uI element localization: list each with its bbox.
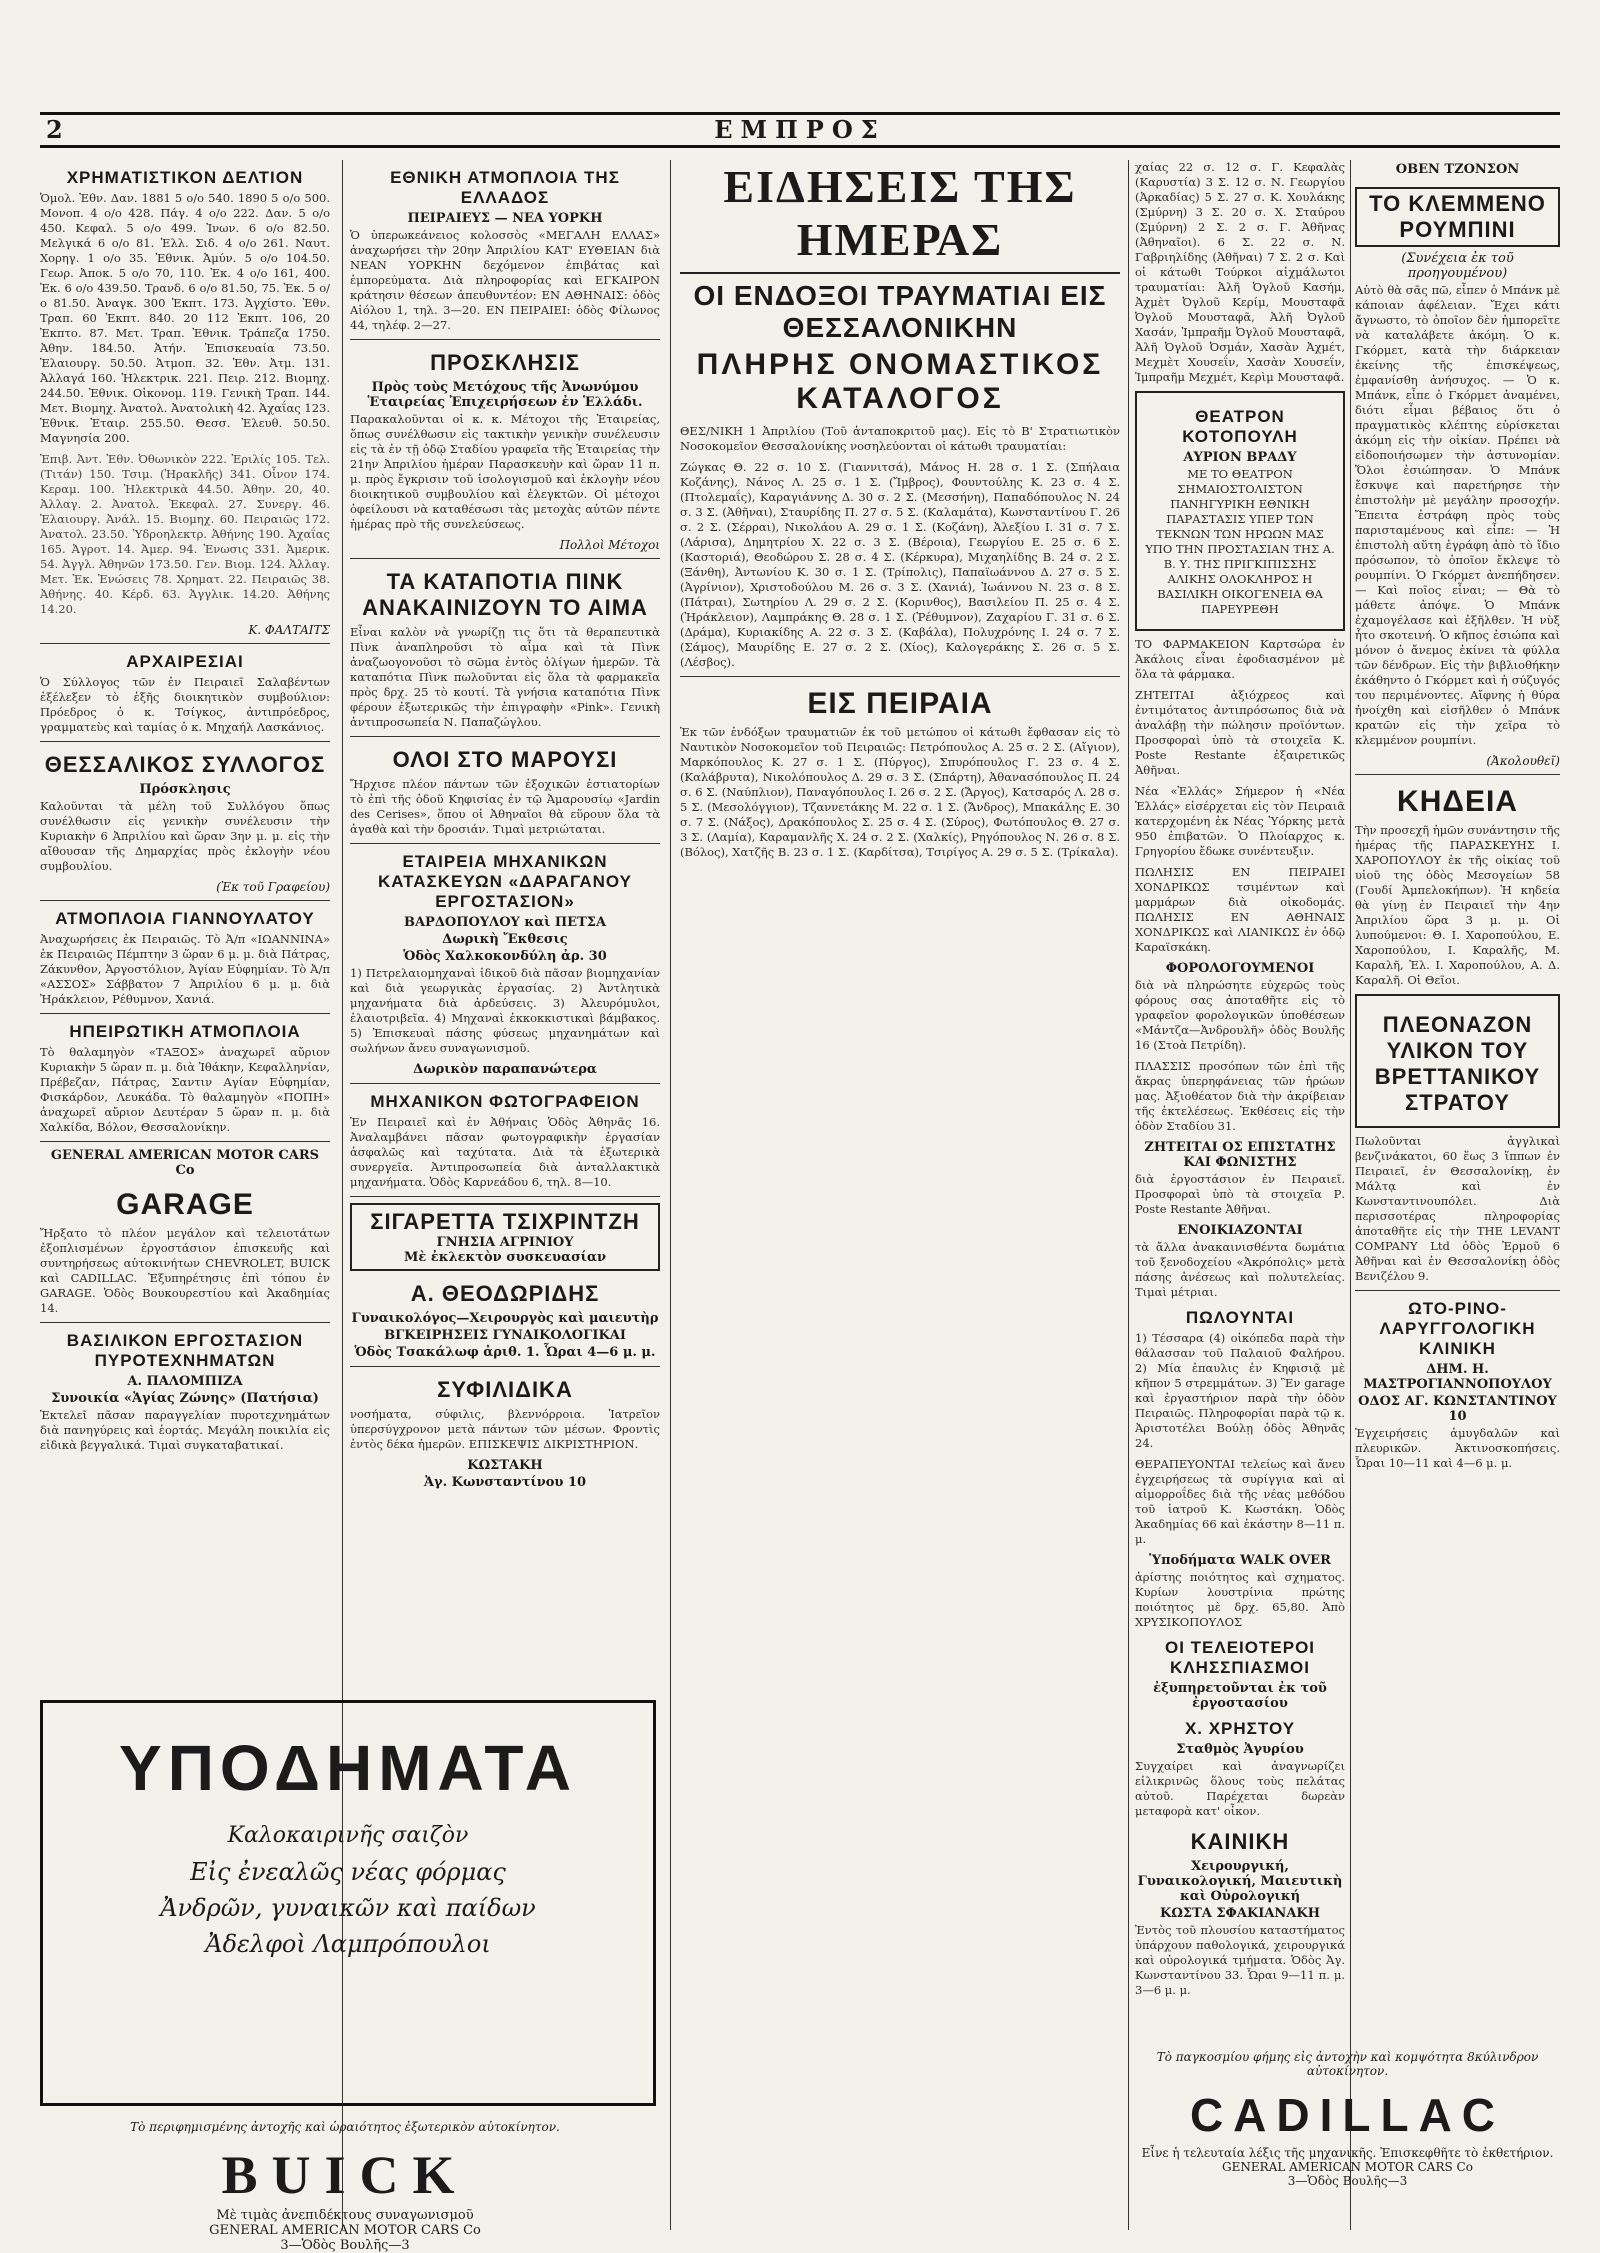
finance-text-2: Ἐπιβ. Ἀντ. Ἐθν. Ὀθωνικὸν 222. Ἐριλίς 105. Τελ. (Τιτάν) 150. Τσιμ. (Ἡρακλῆς) 341. Οἶνον 174. Κεραμ. 100. Ἡλεκτρικὰ 44.50. Ἀθην. 20, 40. Ἀλλαγ. 2. Ἀνατολ. Ἐκεφαλ. 27. Συνεργ. 46. Ἐλαιουργ. Ἀνάλ. 15. Βιομηχ. 60. Πειραιῶς 172. Ἀνατολ. 23.50. Ὑδροηλεκτρ. Ἀθήνης 190. Ἀχαΐας 165. Ἀγροτ. 14. Ἀμερ. 94. Ἐνωσις 331. Ἀμερικ. 54. Ἀγγλ. Ἀθηνῶν 173.50. Γεν. Βιομ. 124. Ἀλλαγ. Μετ. Ἐκ. Ἐνώσεις 78. Χρηματ. 22. Πειραιῶς 38. Ἀθήνης. 40. Κέρδ. 63. Ἀγγλικ. 14.20. Ἀθήνης 14.20.	[40, 452, 330, 616]
engineering-subtitle: Δωρικὴ Ἔκθεσις	[442, 932, 568, 947]
tax-text: διὰ νὰ πληρώσητε εὐχερῶς τοὺς φόρους σας ἀποταθῆτε εἰς τὸ γραφεῖον φορολογικῶν ὑποθέσεων «Μάντζα—Ἀνδρουλῆ» ὁδὸς Βουλῆς 16 (Στοὰ Πετρίδη).	[1135, 978, 1345, 1052]
cadillac-ad-line-4: 3—Ὁδὸς Βουλῆς—3	[1287, 2174, 1408, 2188]
divider	[350, 558, 660, 559]
shoe-title: Ὑποδήματα WALK OVER	[1149, 1553, 1331, 1568]
divider	[680, 676, 1120, 677]
club-title: ΘΕΣΣΑΛΙΚΟΣ ΣΥΛΛΟΓΟΣ	[44, 752, 326, 777]
rent-text: τὰ ἄλλα ἀνακαινισθέντα δωμάτια τοῦ ξενοδοχείου «Ἀκρόπολις» μετὰ πάσης ἀνέσεως καὶ πολυτελείας. Τιμαὶ μέτριαι.	[1135, 1240, 1345, 1299]
clinic-subtitle: Χειρουργική, Γυναικολογική, Μαιευτικὴ καὶ Οὐρολογική	[1137, 1859, 1343, 1904]
funeral-text: Τὴν προσεχῆ ἡμῶν συνάντησιν τῆς ἡμέρας τῆς ΠΑΡΑΣΚΕΥΗΣ Ι. ΧΑΡΟΠΟΥΛΟΥ ἐκ τῆς οἰκίας τοῦ υἱοῦ της ὁδὸς Μεσογείων 58 (Γουδί Ἀμπελοκήπων). Ἡ κηδεία θὰ γίνῃ ἐν Πειραιεῖ τὴν 4ην Ἀπριλίου ὥρα 3 μ. μ. Οἱ λυπούμενοι: Θ. Ι. Χαροπούλου, Ε. Χαροπούλου, Ι. Καραλῆς, Μ. Καραλῆ, Ἑλ. Ι. Χαροπούλου, Α. Δ. Καραλῆ. Οἱ Θεῖοι.	[1355, 823, 1560, 987]
archives-title: ΑΡΧΑΙΡΕΣΙΑΙ	[126, 652, 244, 671]
surplus-title: ΠΛΕΟΝΑΖΟΝ ΥΛΙΚΟΝ ΤΟΥ ΒΡΕΤΤΑΝΙΚΟΥ ΣΤΡΑΤΟΥ	[1374, 1012, 1541, 1115]
shoes-ad-line-2: Καλοκαιρινῆς σαιζὸν	[227, 1823, 469, 1848]
news-lead: ΘΕΣ/ΝΙΚΗ 1 Ἀπριλίου (Τοῦ ἀνταποκριτοῦ μας). Εἰς τὸ Β' Στρατιωτικὸν Νοσοκομεῖον Θεσσαλονίκης νοσηλεύονται οἱ κάτωθι τραυματίαι:	[680, 424, 1120, 453]
page-number: 2	[46, 115, 63, 144]
fireworks-subtitle: Συνοικία «Ἁγίας Ζώνης» (Πατήσια)	[51, 1391, 319, 1406]
buick-ad-name: BUICK	[221, 2145, 469, 2205]
pink-pills-title: ΤΑ ΚΑΤΑΠΟΤΙΑ ΠΙΝΚ ΑΝΑΚΑΙΝΙΖΟΥΝ ΤΟ ΑΙΜΑ	[362, 569, 648, 620]
pharmacy-text: ΤΟ ΦΑΡΜΑΚΕΙΟΝ Καρτσώρα ἐν Ἀκάλοις εἶναι ἐφοδιασμένον μὲ ὅλα τὰ φάρμακα.	[1135, 637, 1345, 681]
cigarette-subtitle: ΓΝΗΣΙΑ ΑΓΡΙΝΙΟΥ	[436, 1235, 574, 1250]
engineering-address: Ὁδὸς Χαλκοκονδύλη ἀρ. 30	[403, 949, 607, 964]
sale-title: ΠΩΛΟΥΝΤΑΙ	[1185, 1308, 1295, 1327]
ship1-text: Ἀναχωρήσεις ἐκ Πειραιῶς. Τὸ Ἀ/π «ΙΩΑΝΝΙΝΑ» ἐκ Πειραιῶς Πέμπτην 3 ὥραν 6 μ. μ. διὰ Πάτρας, Ζάκυνθον, Ἀργοστόλιον, Ἀγίαν Εὐφημίαν. Τὸ Ἀ/π «ΑΣΣΟΣ» Σάββατον 7 Ἀπριλίου 6 μ. μ. διὰ Ἠράκλειον, Ρέθυμνον, Χανιά.	[40, 932, 330, 1006]
clinic-title: ΚΑΙΝΙΚΗ	[1190, 1829, 1290, 1854]
doctor2-address: Ἀγ. Κωνσταντίνου 10	[423, 1475, 587, 1490]
shoes-ad	[40, 1700, 656, 2106]
wreath-text: Συγχαίρει καὶ ἀναγνωρίζει εἰλικρινῶς ὅλους τοὺς πελάτας αὐτοῦ. Παρέχεται δωρεὰν μεταφορὰ κατ' οἶκον.	[1135, 1759, 1345, 1818]
buick-ad-line-4: 3—Ὁδὸς Βουλῆς—3	[280, 2238, 410, 2253]
cigarette-ad	[350, 1203, 660, 1271]
shoes-ad-line-5: Ἀδελφοὶ Λαμπρόπουλοι	[205, 1930, 491, 1958]
invitation-title: ΠΡΟΣΚΛΗΣΙΣ	[430, 350, 580, 375]
finance-title: ΧΡΗΜΑΤΙΣΤΙΚΟΝ ΔΕΛΤΙΟΝ	[66, 168, 304, 187]
piraeus-title: ΕΙΣ ΠΕΙΡΑΙΑ	[807, 687, 993, 720]
ads-text: ΠΩΛΗΣΙΣ ΕΝ ΠΕΙΡΑΙΕΙ ΧΟΝΔΡΙΚΩΣ τσιμέντων καὶ μαρμάρων διὰ οἰκοδομάς. ΠΩΛΗΣΙΣ ΕΝ ΑΘΗΝΑΙΣ ΧΟΝΔΡΙΚΩΣ καὶ ΛΙΑΝΙΚΩΣ ἐν ὁδῷ Καραϊσκάκη.	[1135, 865, 1345, 954]
divider	[40, 1013, 330, 1014]
doctor1-specialty: Γυναικολόγος—Χειρουργὸς καὶ μαιευτὴρ	[351, 1311, 659, 1326]
shoe-text: ἀρίστης ποιότητος καὶ σχηματος. Κυρίων λουστρίνια πρώτης ποιότητος μὲ δρχ. 65,80. Ἁπὸ ΧΡΥΣΙΚΟΠΟΥΛΟΣ	[1135, 1570, 1345, 1629]
ship2-text: Τὸ θαλαμηγὸν «ΤΑΞΟΣ» ἀναχωρεῖ αὔριον Κυριακὴν 5 ὥραν π. μ. διὰ Ἰθάκην, Κεφαλληνίαν, Πρέβεζαν, Πάτρας, Σαντιν Αγίαν Εὐφημίαν, Φισκάρδον, Λευκάδα. Τὸ θαλαμηγὸν «ΠΟΠΗ» ἀναχωρεῖ αὔριον Δευτέραν 5 ὥραν π. μ. διὰ Χαλκίδα, Βόλον, Θεσσαλονίκην.	[40, 1045, 330, 1134]
story-column-title: ΟΒΕΝ ΤΖΟΝΣΟΝ	[1395, 162, 1520, 177]
cigarette-title: ΣΙΓΑΡΕΤΤΑ ΤΣΙΧΡΙΝΤΖΗ	[370, 1209, 640, 1234]
theater-subtitle: ΑΥΡΙΟΝ ΒΡΑΔΥ	[1183, 450, 1297, 465]
national-shipping-text: Ὁ ὑπερωκεάνειος κολοσσὸς «ΜΕΓΑΛΗ ΕΛΛΑΣ» ἀναχωρήσει τὴν 20ην Ἀπριλίου ΚΑΤ' ΕΥΘΕΙΑΝ διὰ ΝΕΑΝ ΥΟΡΚΗΝ δεχόμενον ἐπιβάτας καὶ ἐμπορεύματα. Διὰ πληροφορίας καὶ ΕΓΚΑΙΡΟΝ κράτησιν θέσεων ἀπευθυντέον: ΕΝ ΑΘΗΝΑΙΣ: ὁδὸς Αἰόλου 1, τηλ. 3—20. ΕΝ ΠΕΙΡΑΙΕΙ: ὁδὸς Φίλωνος 44, τηλέφ. 2—27.	[350, 228, 660, 332]
doctor1-address: Ὁδὸς Τσακάλωφ ἀριθ. 1. Ὧραι 4—6 μ. μ.	[354, 1345, 656, 1360]
engineering-owner: ΒΑΡΔΟΠΟΥΛΟΥ καὶ ΠΕΤΣΑ	[403, 915, 607, 930]
cigarette-subtitle-2: Μὲ ἐκλεκτὸν συσκευασίαν	[404, 1250, 606, 1265]
column-5	[1355, 160, 1560, 2040]
paper-name: ΕΜΠΡΟΣ	[714, 115, 886, 144]
garage-text: Ἤρξατο τὸ πλέον μεγάλον καὶ τελειοτάτων ἐξοπλισμένων ἐργοστάσιον ἐπισκευῆς καὶ συντηρήσεως αὐτοκινήτων CHEVROLET, BUICK καὶ CADILLAC. Ἐξυπηρέτησις ἐπὶ τόπου ἐν GARAGE. Ὁδὸς Βουκουρεστίου καὶ Ἀκαδημίας 14.	[40, 1226, 330, 1315]
column-3	[680, 160, 1120, 2230]
divider	[40, 741, 330, 742]
divider	[350, 736, 660, 737]
newspaper-page	[40, 60, 1560, 2253]
garage-title: GARAGE	[116, 1188, 254, 1221]
ship1-title: ΑΤΜΟΠΛΟΙΑ ΓΙΑΝΝΟΥΛΑΤΟΥ	[55, 909, 315, 928]
news-list: Ζώγκας Θ. 22 σ. 10 Σ. (Γιαννιτσά), Μάνος Η. 28 σ. 1 Σ. (Σπήλαια Κοζάνης), Νάνος Λ. 25 σ. 1 Σ. (Ἴμβρος), Φουντούλης Κ. 23 σ. 4 Σ. (Πτολεμαΐς), Καραγιάννης Δ. 30 σ. 2 Σ. (Μεσσήνη), Παπαδόπουλος Ν. 24 σ. 3 Σ. (Ἀθῆναι), Σταυρίδης Π. 27 σ. 5 Σ. (Καλαμάτα), Κωνσταντίνου Γ. 26 σ. 2 Σ. (Σέρραι), Νικολάου Α. 29 σ. 1 Σ. (Κοζάνη), Ἀλεξίου Ι. 31 σ. 7 Σ. (Λάρισα), Δημητρίου Χ. 22 σ. 3 Σ. (Βέροια), Γεωργίου Ε. 25 σ. 6 Σ. (Καστοριά), Θεοδώρου Σ. 28 σ. 4 Σ. (Κέρκυρα), Μιχαηλίδης Β. 24 σ. 2 Σ. (Ξάνθη), Ἀντωνίου Κ. 30 σ. 1 Σ. (Τρίπολις), Παπαϊωάννου Δ. 27 σ. 5 Σ. (Ἀγρίνιον), Χριστοδούλου Μ. 26 σ. 3 Σ. (Χανιά), Ἰωάννου Ν. 23 σ. 8 Σ. (Πάτραι), Σωτηρίου Λ. 29 σ. 2 Σ. (Κορινθος), Βασιλείου Π. 25 σ. 4 Σ. (Ἠράκλειον), Λαμπράκης Θ. 28 σ. 1 Σ. (Ῥέθυμνον), Ζαχαρίου Γ. 31 σ. 6 Σ. (Δράμα), Κυριακίδης Α. 22 σ. 3 Σ. (Καβάλα), Πολυχρόνης Ι. 24 σ. 7 Σ. (Σάμος), Μαυρίδης Ε. 27 σ. 2 Σ. (Χίος), Καλογεράκης Σ. 26 σ. 5 Σ. (Λέσβος).	[680, 460, 1120, 669]
rent-title: ΕΝΟΙΚΙΑΖΟΝΤΑΙ	[1177, 1223, 1303, 1238]
clinic-name: ΚΩΣΤΑ ΣΦΑΚΙΑΝΑΚΗ	[1160, 1906, 1320, 1921]
pink-pills-text: Εἶναι καλὸν νὰ γνωρίζῃ τις ὅτι τὰ θεραπευτικὰ Πὶνκ ἀναπληροῦσι τὸ αἷμα καὶ τὰ Πὶνκ ἀναζωογονοῦσι τὸ σῶμα ἐντὸς ὀλίγων ἡμερῶν. Τὰ καταπότια Πὶνκ πωλοῦνται εἰς ὅλα τὰ φαρμακεῖα πρὸς δρχ. 25 τὸ κουτί. Τὰ γνήσια καταπότια Πὶνκ φέρουν ἐξωτερικῶς τὴν ἐπιγραφὴν «Pink». Γενικὴ ἀντιπροσωπεία Ν. Παπαζώγλου.	[350, 625, 660, 729]
news-headline-2: ΠΛΗΡΗΣ ΟΝΟΜΑΣΤΙΚΟΣ ΚΑΤΑΛΟΓΟΣ	[696, 348, 1104, 415]
cadillac-ad-name: CADILLAC	[1189, 2089, 1506, 2141]
theater-title: ΘΕΑΤΡΟΝ ΚΟΤΟΠΟΥΛΗ	[1182, 407, 1298, 446]
club-signature: (Ἐκ τοῦ Γραφείου)	[216, 880, 330, 894]
news-headline: ΟΙ ΕΝΔΟΞΟΙ ΤΡΑΥΜΑΤΙΑΙ ΕΙΣ ΘΕΣΣΑΛΟΝΙΚΗΝ	[693, 280, 1107, 343]
cadillac-ad-line-3: GENERAL AMERICAN MOTOR CARS Co	[1222, 2160, 1473, 2174]
marousi-text: Ἤρχισε πλέον πάντων τῶν ἐξοχικῶν ἐστιατορίων τὸ ἐπὶ τῆς ὁδοῦ Κηφισίας ἐν τῷ Ἀμαρουσίῳ «Jardin des Cerises», ὅπου οἱ Ἀθηναῖοι θὰ εὕρουν ὅλα τὰ ἀγαθὰ καὶ τὴν δροσιάν. Τιμαὶ μετριώταται.	[350, 777, 660, 836]
invitation-signature: Πολλοὶ Μέτοχοι	[559, 538, 660, 552]
wreath-place: Σταθμὸς Ἀγυρίου	[1176, 1742, 1304, 1757]
fireworks-owner: Α. ΠΑΛΟΜΠΙΖΑ	[127, 1374, 243, 1389]
search-title: ΖΗΤΕΙΤΑΙ ΟΣ ΕΠΙΣΤΑΤΗΣ ΚΑΙ ΦΩΝΙΣΤΗΣ	[1144, 1140, 1336, 1170]
column-rule	[670, 160, 671, 2230]
shoes-ad-line-4: Ἀνδρῶν, γυναικῶν καὶ παίδων	[160, 1894, 536, 1922]
notice-text: Νέα «Ἑλλάς» Σήμερον ἡ «Νέα Ἑλλάς» εἰσέρχεται εἰς τὸν Πειραιᾶ κατερχομένη ἐκ Νέας Ὑόρκης μετὰ 950 ἐπιβατῶν. Ὁ Πλοίαρχος κ. Γρηγορίου ἔδωκε συνέντευξιν.	[1135, 784, 1345, 858]
buick-ad-line-2: Μὲ τιμὰς ἀνεπιδέκτους συναγωνισμοῦ	[216, 2208, 474, 2223]
ship2-title: ΗΠΕΙΡΩΤΙΚΗ ΑΤΜΟΠΛΟΙΑ	[69, 1022, 301, 1041]
national-shipping-route: ΠΕΙΡΑΙΕΥΣ — ΝΕΑ ΥΟΡΚΗ	[407, 211, 603, 226]
finance-text: Ὁμολ. Ἐθν. Δαν. 1881 5 ο/ο 540. 1890 5 ο/ο 500. Μονοπ. 4 ο/ο 428. Πάγ. 4 ο/ο 222. Δαν. 5 ο/ο 450. Κεφαλ. 5 ο/ο 499. Ἰνων. 6 ο/ο 82.50. Μελγικά 6 ο/ο 81. Ἑλλ. Σιδ. 4 ο/ο 261. Ναυτ. Χορηγ. 1 ο/ο 35. Ἐθνικ. Ἀμύν. 5 ο/ο 104.50. Γεωρ. Ἀποκ. 5 ο/ο 70, 110. Ἐκ. 4 ο/ο 161, 400. Ἐκ. 6 ο/ο 439.50. Τρανδ. 6 ο/ο 81.50, 75. Ἐκ. 5 ο/ο 81.50. Ἀναγκ. 300 Ἐκπτ. 173. Ἀγχίστο. Ἐθν. Τραπ. 60 Ἐκπτ. 840. 20 112 Ἐκπτ. 106, 20 Ἐκπτο. 87. Μετ. Τραπ. Ἐθνικ. Τράπεζα 1750. Ἀθην. 184.50. Ἀτήν. Ἐπισκευαία 73.50. Ἐλαιουργ. 50.50. Ἀτμοπ. 32. Ἐθν. Ἀτμ. 131. Ἀλλαγά 160. Ἡλεκτρικ. 221. Πειρ. 212. Βιομηχ. 244.50. Ἐθνικ. Οἰκονομ. 119. Γενικὴ Τραπ. 144. Μετ. Βιομηχ. Ἀνατολ. Ἀνατολικὴ 42. Ἀχαΐας 123. Ἐθνικ. Ἐταιρ. 255.50. Θεσσ. Ἐλευθ. 50.50. Μαγνησία 200.	[40, 191, 330, 445]
column-4	[1135, 160, 1345, 2040]
national-shipping-title: ΕΘΝΙΚΗ ΑΤΜΟΠΛΟΙΑ ΤΗΣ ΕΛΛΑΔΟΣ	[390, 168, 620, 207]
invitation-subtitle: Πρὸς τοὺς Μετόχους τῆς Ἀνωνύμου Ἑταιρείας Ἐπιχειρήσεων ἐν Ἑλλάδι.	[367, 380, 643, 410]
cadillac-ad-line-2: Εἶνε ἡ τελευταία λέξις τῆς μηχανικῆς. Ἐπισκεφθῆτε τὸ ἐκθετήριον.	[1141, 2146, 1554, 2160]
divider	[350, 1083, 660, 1084]
ent-title: ΩΤΟ-ΡΙΝΟ-ΛΑΡΥΓΓΟΛΟΓΙΚΗ ΚΛΙΝΙΚΗ	[1379, 1299, 1536, 1358]
story-subtitle: (Συνέχεια ἐκ τοῦ προηγουμένου)	[1401, 251, 1514, 281]
archives-text: Ὁ Σύλλογος τῶν ἐν Πειραιεῖ Σαλαβέντων ἐξέλεξεν τὸ ἑξῆς διοικητικὸν συμβούλιον: Πρόεδρος ὁ κ. Τσίγκος, ἀντιπρόεδρος, γραμματεὺς καὶ ταμίας ὁ κ. Μηχαήλ Λασκάνιος.	[40, 675, 330, 734]
wanted-text: ΖΗΤΕΙΤΑΙ ἀξιόχρεος καὶ ἐντιμότατος ἀντιπρόσωπος διὰ νὰ ἀναλάβῃ τὴν πώλησιν προϊόντων. Προσφοραὶ ὑπὸ τὰ στοιχεῖα Κ. Poste Restante ἐξαιρετικῶς Ἀθῆναι.	[1135, 688, 1345, 777]
engineering-title: ΕΤΑΙΡΕΙΑ ΜΗΧΑΝΙΚΩΝ ΚΑΤΑΣΚΕΥΩΝ «ΔΑΡΑΓΑΝΟΥ ΕΡΓΟΣΤΑΣΙΟΝ»	[378, 852, 632, 911]
engineering-subtitle-2: Δωρικὸν παραπανώτερα	[413, 1062, 597, 1077]
surplus-ad	[1355, 994, 1560, 1128]
photo-text: Ἐν Πειραιεῖ καὶ ἐν Ἀθήναις Ὁδὸς Ἀθηνᾶς 16. Ἀναλαμβάνει πᾶσαν φωτογραφικὴν ἐργασίαν ἀσφαλῶς καὶ ταχύτατα. Διὰ τὰ ἐξωτερικὰ συνεργεῖα. Ἀντιπροσωπεία διὰ ἀνταλλακτικὰ μηχανήματα. Ὁδὸς Καρνεάδου 6, τηλ. 8—10.	[350, 1115, 660, 1189]
piraeus-text: Ἐκ τῶν ἐνδόξων τραυματιῶν ἐκ τοῦ μετώπου οἱ κάτωθι ἔφθασαν εἰς τὸ Ναυτικὸν Νοσοκομεῖον τοῦ Πειραιῶς: Πετρόπουλος Α. 25 σ. 2 Σ. (Αἴγιον), Μαρκόπουλος Κ. 27 σ. 1 Σ. (Πύργος), Σπυρόπουλος Γ. 23 σ. 4 Σ. (Καλάβρυτα), Νικολόπουλος Δ. 29 σ. 3 Σ. (Σπάρτη), Ἀθανασόπουλος Π. 24 σ. 6 Σ. (Ναύπλιον), Παναγόπουλος Ι. 26 σ. 2 Σ. (Ἄργος), Κατσαρός Λ. 28 σ. 5 Σ. (Μεσολόγγιον), Τζαννετάκης Μ. 22 σ. 1 Σ. (Ἄνδρος), Μπακάλης Ε. 30 σ. 7 Σ. (Νάξος), Δρακόπουλος Σ. 25 σ. 4 Σ. (Σύρος), Φωτόπουλος Θ. 27 σ. 3 Σ. (Λαμία), Καραμανλῆς Χ. 24 σ. 2 Σ. (Χαλκίς), Ρηγόπουλος Ν. 26 σ. 8 Σ. (Βόλος), Χατζῆς Β. 23 σ. 1 Σ. (Καρδίτσα), Τσιρίγος Α. 29 σ. 5 Σ. (Τρίκαλα).	[680, 725, 1120, 859]
column-rule	[1128, 160, 1129, 2230]
surplus-text: Πωλοῦνται ἀγγλικαὶ βενζινάκατοι, 60 ἕως 3 ἵππων ἐν Πειραιεῖ, ἐν Θεσσαλονίκῃ, ἐν Μάλτᾳ καὶ ἐν Κωνσταντινουπόλει. Διὰ περισσοτέρας πληροφορίας ἀποταθῆτε εἰς τὴν THE LEVANT COMPANY Ltd ὁδὸς Ἐρμοῦ 6 Ἀθῆναι καὶ ἐν Θεσσαλονίκῃ ὁδὸς Βενιζέλου 9.	[1355, 1134, 1560, 1283]
shoes-ad-title: ΥΠΟΔΗΜΑΤΑ	[119, 1732, 577, 1804]
story-signature: (Ἀκολουθεῖ)	[1486, 754, 1560, 768]
buick-ad-line-3: GENERAL AMERICAN MOTOR CARS Co	[209, 2223, 481, 2238]
tax-title: ΦΟΡΟΛΟΓΟΥΜΕΝΟΙ	[1165, 961, 1315, 976]
divider	[40, 1322, 330, 1323]
misc-text: ΠΛΑΣΣΙΣ προσόπων τῶν ἐπὶ τῆς ἄκρας ὑπερηφάνειας τῶν ἡρώων μας. Ἀξιοθέατον διὰ τὴν ἀκρίβειαν τῆς ἐκτελέσεως. Ἐκθέσεις εἰς τὴν ὁδὸν Σταδίου 31.	[1135, 1059, 1345, 1133]
news-section-title: ΕΙΔΗΣΕΙΣ ΤΗΣ ΗΜΕΡΑΣ	[680, 160, 1120, 274]
wreath-subtitle: ἐξυπηρετοῦνται ἐκ τοῦ ἐργοστασίου	[1153, 1681, 1327, 1711]
buick-ad	[40, 2120, 650, 2253]
divider	[40, 643, 330, 644]
divider	[350, 1196, 660, 1197]
buick-ad-intro: Τὸ περιφημισμένης ἀντοχῆς καὶ ὡραιότητος ἐξωτερικὸν αὐτοκίνητον.	[130, 2120, 560, 2134]
fireworks-text: Ἐκτελεῖ πᾶσαν παραγγελίαν πυροτεχνημάτων διὰ πανηγύρεις καὶ ἑορτάς. Μεγάλη ποικιλία εἰς εἰδικὰ βεγγαλικά. Τιμαὶ συγκαταβατικαί.	[40, 1408, 330, 1452]
clinic-text: Ἐντὸς τοῦ πλουσίου καταστήματος ὑπάρχουν παθολογικά, χειρουργικά καὶ οὐρολογικά τμήματα. Ὁδὸς Ἀγ. Κωνσταντίνου 33. Ὧραι 9—11 π. μ. 3—6 μ. μ.	[1135, 1923, 1345, 1997]
photo-title: ΜΗΧΑΝΙΚΟΝ ΦΩΤΟΓΡΑΦΕΙΟΝ	[370, 1092, 640, 1111]
engineering-text: 1) Πετρελαιομηχαναὶ ἰδικοῦ διὰ πᾶσαν βιομηχανίαν καὶ διὰ γεωργικὰς ἐργασίας. 2) Ἀντλητικὰ μηχανήματα διὰ ἀρδεύσεις. 3) Ἀλευρόμυλοι, ἐλαιοτριβεῖα. 4) Μηχαναὶ ἐκκοκκιστικαὶ βάμβακος. 5) Ἐπισκευαὶ πάσης φύσεως μηχανημάτων καὶ σωλήνων ἄνευ συναγωνισμοῦ.	[350, 966, 660, 1055]
doctor1-specialty-2: ΒΓΚΕΙΡΗΣΕΙΣ ΓΥΝΑΙΚΟΛΟΓΙΚΑΙ	[384, 1328, 626, 1343]
search-text: διὰ ἐργοστάσιον ἐν Πειραιεῖ. Προσφοραὶ ὑπὸ τὰ στοιχεῖα Ρ. Poste Restante Ἀθῆναι.	[1135, 1172, 1345, 1216]
article-signature: Κ. ΦΑΛΤΑΙΤΣ	[248, 623, 330, 637]
story-text: Αὐτὸ θὰ σᾶς πῶ, εἶπεν ὁ Μπάνκ μὲ κάποιαν ἀφέλειαν. Ἔχει κάτι ἄγνωστο, τὸ ὁποῖον δὲν ἠμπορεῖτε νὰ καταλάβετε ἀκόμη. Ὁ κ. Γκόρμετ, κατὰ τὴν διάρκειαν ἐκείνης τῆς ἐπισκέψεως, ἐμφανίσθη ἀνήσυχος. — Ὁ κ. Μπάνκ, εἶπε ὁ Γκόρμετ ἀναμένει, διότι εἶμαι βέβαιος ὅτι ὁ πραγματικὸς κλέπτης εὑρίσκεται ἀκόμη εἰς τὴν οἰκίαν. Πρέπει νὰ εἰδοποιήσωμεν τὴν ἀστυνομίαν. Ὅλοι ἐσιώπησαν. Ὁ Μπάνκ ἔσκυψε καὶ παρετήρησε τὴν ἐπιστολὴν μὲ μεγάλην προσοχήν. Ἔπειτα ἐστράφη πρὸς τοὺς παρισταμένους καὶ εἶπε: — Ἡ ἐπιστολὴ αὕτη ἐγράφη ἀπὸ τὸ ἴδιο πρόσωπον, τὸ ὁποῖον ἔκλεψε τὸ ρουμπίνι. Ὁ Γκόρμετ ἀνεπήδησεν. — Καὶ ποῖος εἶναι; — Θὰ τὸ μάθετε ἀπόψε. Ὁ Μπάνκ ἐχαμογέλασε καὶ ἐξῆλθεν. Ἡ νὺξ ἦτο σκοτεινή. Ὁ κῆπος ἐσιώπα καὶ μόνον ὁ ἄνεμος ἐκίνει τὰ φύλλα τῶν δένδρων. Εἰς τὴν βιβλιοθήκην ἐκάθηντο ὁ Γκόρμετ καὶ ἡ σύζυγός του περιμένοντες. Αἴφνης ἡ θύρα ἠνοίχθη καὶ εἰσῆλθεν ὁ Μπάνκ κρατῶν εἰς τὴν χεῖρα τὸ κλεμμένον ρουμπίνι.	[1355, 283, 1560, 747]
ent-text: Ἐγχειρήσεις ἀμυγδαλῶν καὶ πλευρικῶν. Ἀκτινοσκοπήσεις. Ὧραι 10—11 καὶ 4—6 μ. μ.	[1355, 1426, 1560, 1470]
divider	[40, 1141, 330, 1142]
doctor1-name: Α. ΘΕΟΔΩΡΙΔΗΣ	[410, 1281, 600, 1306]
cadillac-ad-intro: Τὸ παγκοσμίου φήμης εἰς ἀντοχὴν καὶ κομψότητα 8κύλινδρον αὐτοκίνητον.	[1156, 2050, 1539, 2078]
theater-ad	[1135, 391, 1345, 631]
sale-text: 1) Τέσσαρα (4) οἰκόπεδα παρὰ τὴν θάλασσαν τοῦ Παλαιοῦ Φαλήρου. 2) Μία ἐπαυλις ἐν Κηφισιᾷ μὲ κῆπον 5 στρεμμάτων. 3) Ἓν garage καὶ ἐργαστήριον παρὰ τὴν ὁδὸν Πειραιῶς. Πληροφορίαι παρὰ τῷ κ. Ἀριστοτέλει Βούλῃ ὁδὸς Ἀθηνᾶς 24.	[1135, 1331, 1345, 1450]
divider	[1355, 1290, 1560, 1291]
garage-company: GENERAL AMERICAN MOTOR CARS Co	[50, 1148, 320, 1178]
club-text: Καλοῦνται τὰ μέλη τοῦ Συλλόγου ὅπως συνέλθωσιν εἰς γενικὴν συνέλευσιν τὴν Κυριακὴν 6 Ἀπριλίου καὶ ὥραν 3ην μ. μ. εἰς τὴν αἴθουσαν τῆς Δημαρχίας πρὸς ἐκλογὴν νέου συμβουλίου.	[40, 799, 330, 873]
divider	[350, 1366, 660, 1367]
divider	[1355, 774, 1560, 775]
divider	[350, 843, 660, 844]
heal-text: ΘΕΡΑΠΕΥΟΝΤΑΙ τελείως καὶ ἄνευ ἐγχειρήσεως τὰ συρίγγια καὶ αἱ αἱμορροΐδες διὰ τῆς νέας μεθόδου τοῦ ἰατροῦ Κ. Κωστάκη. Ὁδὸς Ἀκαδημίας 66 καὶ ἐκάστην 8—11 π. μ.	[1135, 1457, 1345, 1546]
cadillac-ad	[1135, 2050, 1560, 2188]
ent-address: ΟΔΟΣ ΑΓ. ΚΩΝΣΤΑΝΤΙΝΟΥ 10	[1358, 1394, 1557, 1424]
shoes-ad-line-3: Εἰς ἐνεαλῶς νέας φόρμας	[190, 1858, 506, 1886]
fireworks-title: ΒΑΣΙΛΙΚΟΝ ΕΡΓΟΣΤΑΣΙΟΝ ΠΥΡΟΤΕΧΝΗΜΑΤΩΝ	[66, 1331, 304, 1370]
ent-name: ΔΗΜ. Η. ΜΑΣΤΡΟΓΙΑΝΝΟΠΟΥΛΟΥ	[1363, 1362, 1552, 1392]
story-title: ΤΟ ΚΛΕΜΜΕΝΟ ΡΟΥΜΠΙΝΙ	[1355, 187, 1560, 247]
divider	[40, 900, 330, 901]
club-subtitle: Πρόσκλησις	[139, 782, 231, 797]
masthead	[40, 112, 1560, 148]
wreath-title: ΟΙ ΤΕΛΕΙΟΤΕΡΟΙ ΚΛΗΣΣΠΙΑΣΜΟΙ	[1164, 1638, 1316, 1677]
funeral-title: ΚΗΔΕΙΑ	[1397, 785, 1518, 818]
marousi-title: ΟΛΟΙ ΣΤΟ ΜΑΡΟΥΣΙ	[392, 747, 618, 772]
doctor2-title: ΣΥΦΙΛΙΔΙΚΑ	[437, 1377, 573, 1402]
doctor2-text: νοσήματα, σύφιλις, βλεννόρροια. Ἰατρεῖον ὑπερσύγχρονον μετὰ πάντων τῶν μέσων. Φροντὶς ἐντὸς δέκα ἡμερῶν. ΕΠΙΣΚΕΨΙΣ ΔΙΚΡΙΣΤΗΡΙΟΝ.	[350, 1407, 660, 1451]
column-rule	[1350, 160, 1351, 2230]
column4-continuation: χαίας 22 σ. 12 σ. Γ. Κεφαλὰς (Καρυστία) 3 Σ. 12 σ. Ν. Γεωργίου (Ἀρκαδίας) 5 Σ. 27 σ. Κ. Χουλάκης (Σμύρνη) 3 Σ. 20 σ. Χ. Σταύρου (Σμύρνη) 2 Σ. 2 σ. Γ. Ἀθῆνας (Ἀθηναῖοι). 6 Σ. 22 σ. Ν. Γαβριηλίδης (Ἀθῆναι) 7 Σ. 2 σ. Καὶ οἱ κάτωθι Τούρκοι αἰχμάλωτοι τραυματίαι: Ἀλῆ Ὀγλοῦ Κασήμ, Ἀχμὲτ Ὀγλοῦ Κερίμ, Μουσταφᾶ Ὀγλοῦ Μουσταφᾶ, Ἀλῆ Ὀγλοῦ Χασάν, Ἰμπραῆμ Ὀγλοῦ Μουσταφᾶ, Ἀλῆ Ὀγλοῦ Ὀσμάν, Χασὰν Ἀχμέτ, Μεχμὲτ Χουσεΐν, Χασὰν Χουσεΐν, Ἰμπραῆμ Μεχμέτ, Κερὶμ Μουσταφᾶ.	[1135, 160, 1345, 384]
wreath-name: Χ. ΧΡΗΣΤΟΥ	[1184, 1719, 1296, 1738]
theater-text: ΜΕ ΤΟ ΘΕΑΤΡΟΝ ΣΗΜΑΙΟΣΤΟΛΙΣΤΟΝ ΠΑΝΗΓΥΡΙΚΗ ΕΘΝΙΚΗ ΠΑΡΑΣΤΑΣΙΣ ΥΠΕΡ ΤΩΝ ΤΕΚΝΩΝ ΤΩΝ ΗΡΩΩΝ ΜΑΣ ΥΠΟ ΤΗΝ ΠΡΟΣΤΑΣΙΑΝ ΤΗΣ Α. Β. Υ. ΤΗΣ ΠΡΙΓΚΙΠΙΣΣΗΣ ΑΛΙΚΗΣ ΟΛΟΚΛΗΡΟΣ Η ΒΑΣΙΛΙΚΗ ΟΙΚΟΓΕΝΕΙΑ ΘΑ ΠΑΡΕΥΡΕΘΗ	[1145, 467, 1335, 616]
divider	[350, 339, 660, 340]
doctor2-name: ΚΩΣΤΑΚΗ	[467, 1458, 543, 1473]
invitation-text: Παρακαλοῦνται οἱ κ. κ. Μέτοχοι τῆς Ἑταιρείας, ὅπως συνέλθωσιν εἰς τακτικὴν γενικὴν συνέλευσιν εἰς τὰ ἐν τῇ ὁδῷ Σταδίου γραφεῖα τῆς Ἑταιρείας τὴν 21ην Ἀπριλίου ἡμέραν Παρασκευὴν καὶ ὥραν 11 π. μ. πρὸς ἔγκρισιν τοῦ ἰσολογισμοῦ καὶ ἐκλογὴν νέου διοικητικοῦ συμβουλίου καὶ ἐλεγκτῶν. Οἱ μέτοχοι ὀφείλουσι νὰ καταθέσωσι τὰς μετοχὰς αὐτῶν πέντε ἡμέρας πρὸ τῆς συνελεύσεως.	[350, 412, 660, 531]
